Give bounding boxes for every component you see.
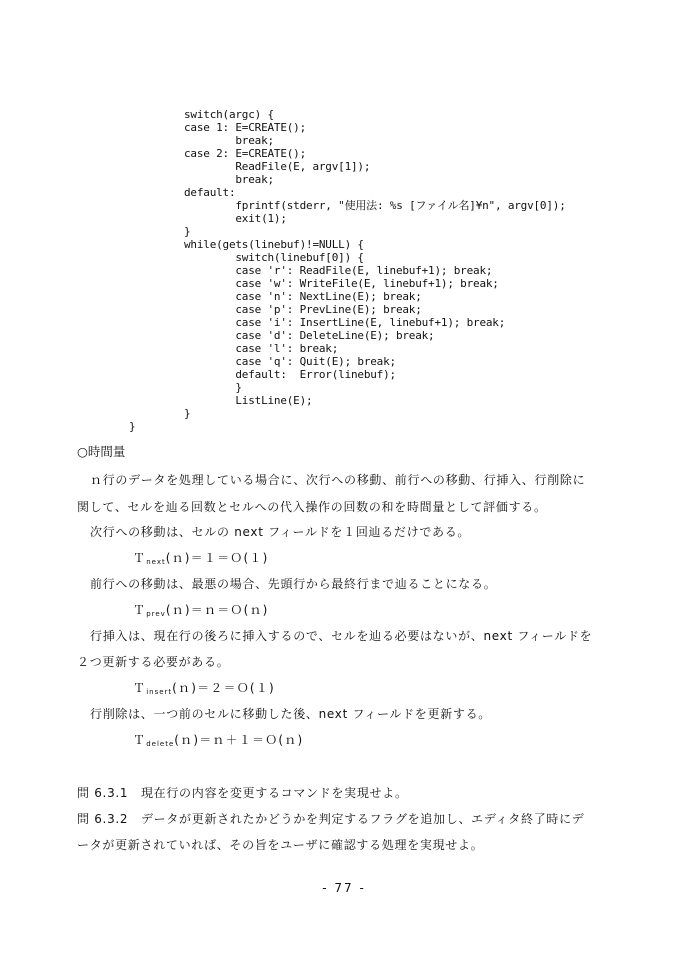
formula-rhs: (ｎ)＝１＝Ｏ(１) [165, 551, 269, 565]
formula-base: Ｔ [133, 681, 147, 695]
code-line: } [129, 420, 136, 433]
code-line: case 'n': NextLine(E); break; [184, 290, 422, 303]
code-line: exit(1); [184, 212, 287, 225]
code-line: break; [184, 134, 274, 147]
code-line: case 'l': break; [184, 342, 339, 355]
formula-rhs: (ｎ)＝ｎ＝Ｏ(ｎ) [165, 603, 269, 617]
formula-prev [133, 601, 269, 623]
paragraph-line: ｎ行のデータを処理している場合に、次行への移動、前行への移動、行挿入、行削除に [90, 473, 586, 487]
code-line: case 'w': WriteFile(E, linebuf+1); break; [184, 277, 499, 290]
exercise-6-3-1: 問 6.3.1 現在行の内容を変更するコマンドを実現せよ。 [77, 786, 408, 800]
code-line: switch(linebuf[0]) { [184, 251, 364, 264]
code-line: case 'i': InsertLine(E, linebuf+1); break; [184, 316, 506, 329]
paragraph-line: ２つ更新する必要がある。 [77, 655, 230, 669]
code-line: case 1: E=CREATE(); [184, 121, 307, 134]
paragraph-line: 行削除は、一つ前のセルに移動した後、next フィールドを更新する。 [90, 707, 492, 721]
formula-subscript: next [146, 558, 166, 566]
code-line: case 2: E=CREATE(); [184, 147, 307, 160]
formula-next [133, 549, 268, 571]
code-line: fprintf(stderr, "使用法: %s [ファイル名]¥n", argv[0]); [184, 199, 566, 212]
code-line: default: [184, 186, 236, 199]
formula-rhs: (ｎ)＝２＝Ｏ(１) [172, 681, 275, 695]
paragraph-line: 関して、セルを辿る回数とセルへの代入操作の回数の和を時間量として評価する。 [77, 500, 547, 514]
code-line: break; [184, 173, 274, 186]
formula-subscript: prev [146, 610, 166, 618]
exercise-6-3-2: 問 6.3.2 データが更新されたかどうかを判定するフラグを追加し、エディタ終了時にデ [77, 812, 585, 826]
code-line: ReadFile(E, argv[1]); [184, 160, 371, 173]
section-heading: ○時間量 [77, 444, 126, 459]
formula-subscript: insert [146, 688, 173, 696]
code-line: } [184, 225, 191, 238]
paragraph-line: 前行への移動は、最悪の場合、先頭行から最終行まで辿ることになる。 [90, 577, 497, 591]
formula-base: Ｔ [133, 551, 147, 565]
code-line: } [184, 407, 191, 420]
formula-base: Ｔ [133, 603, 147, 617]
paragraph-line: 次行への移動は、セルの next フィールドを１回辿るだけである。 [90, 525, 471, 539]
code-line: ListLine(E); [184, 394, 313, 407]
exercise-6-3-2-continued: ータが更新されていれば、その旨をユーザに確認する処理を実現せよ。 [77, 838, 484, 852]
formula-base: Ｔ [133, 733, 147, 747]
page-number: - 77 - [322, 881, 366, 895]
code-line: case 'q': Quit(E); break; [184, 355, 396, 368]
formula-delete [133, 731, 303, 753]
formula-rhs: (ｎ)＝ｎ＋１＝Ｏ(ｎ) [174, 733, 304, 747]
code-line: case 'r': ReadFile(E, linebuf+1); break; [184, 264, 493, 277]
code-line: switch(argc) { [184, 108, 274, 121]
code-line: default: Error(linebuf); [184, 368, 396, 381]
formula-insert [133, 679, 275, 701]
code-line: } [184, 381, 242, 394]
code-line: case 'd': DeleteLine(E); break; [184, 329, 435, 342]
code-line: while(gets(linebuf)!=NULL) { [184, 238, 364, 251]
code-line: case 'p': PrevLine(E); break; [184, 303, 422, 316]
formula-subscript: delete [146, 740, 175, 748]
paragraph-line: 行挿入は、現在行の後ろに挿入するので、セルを辿る必要はないが、next フィールドを [90, 629, 593, 643]
